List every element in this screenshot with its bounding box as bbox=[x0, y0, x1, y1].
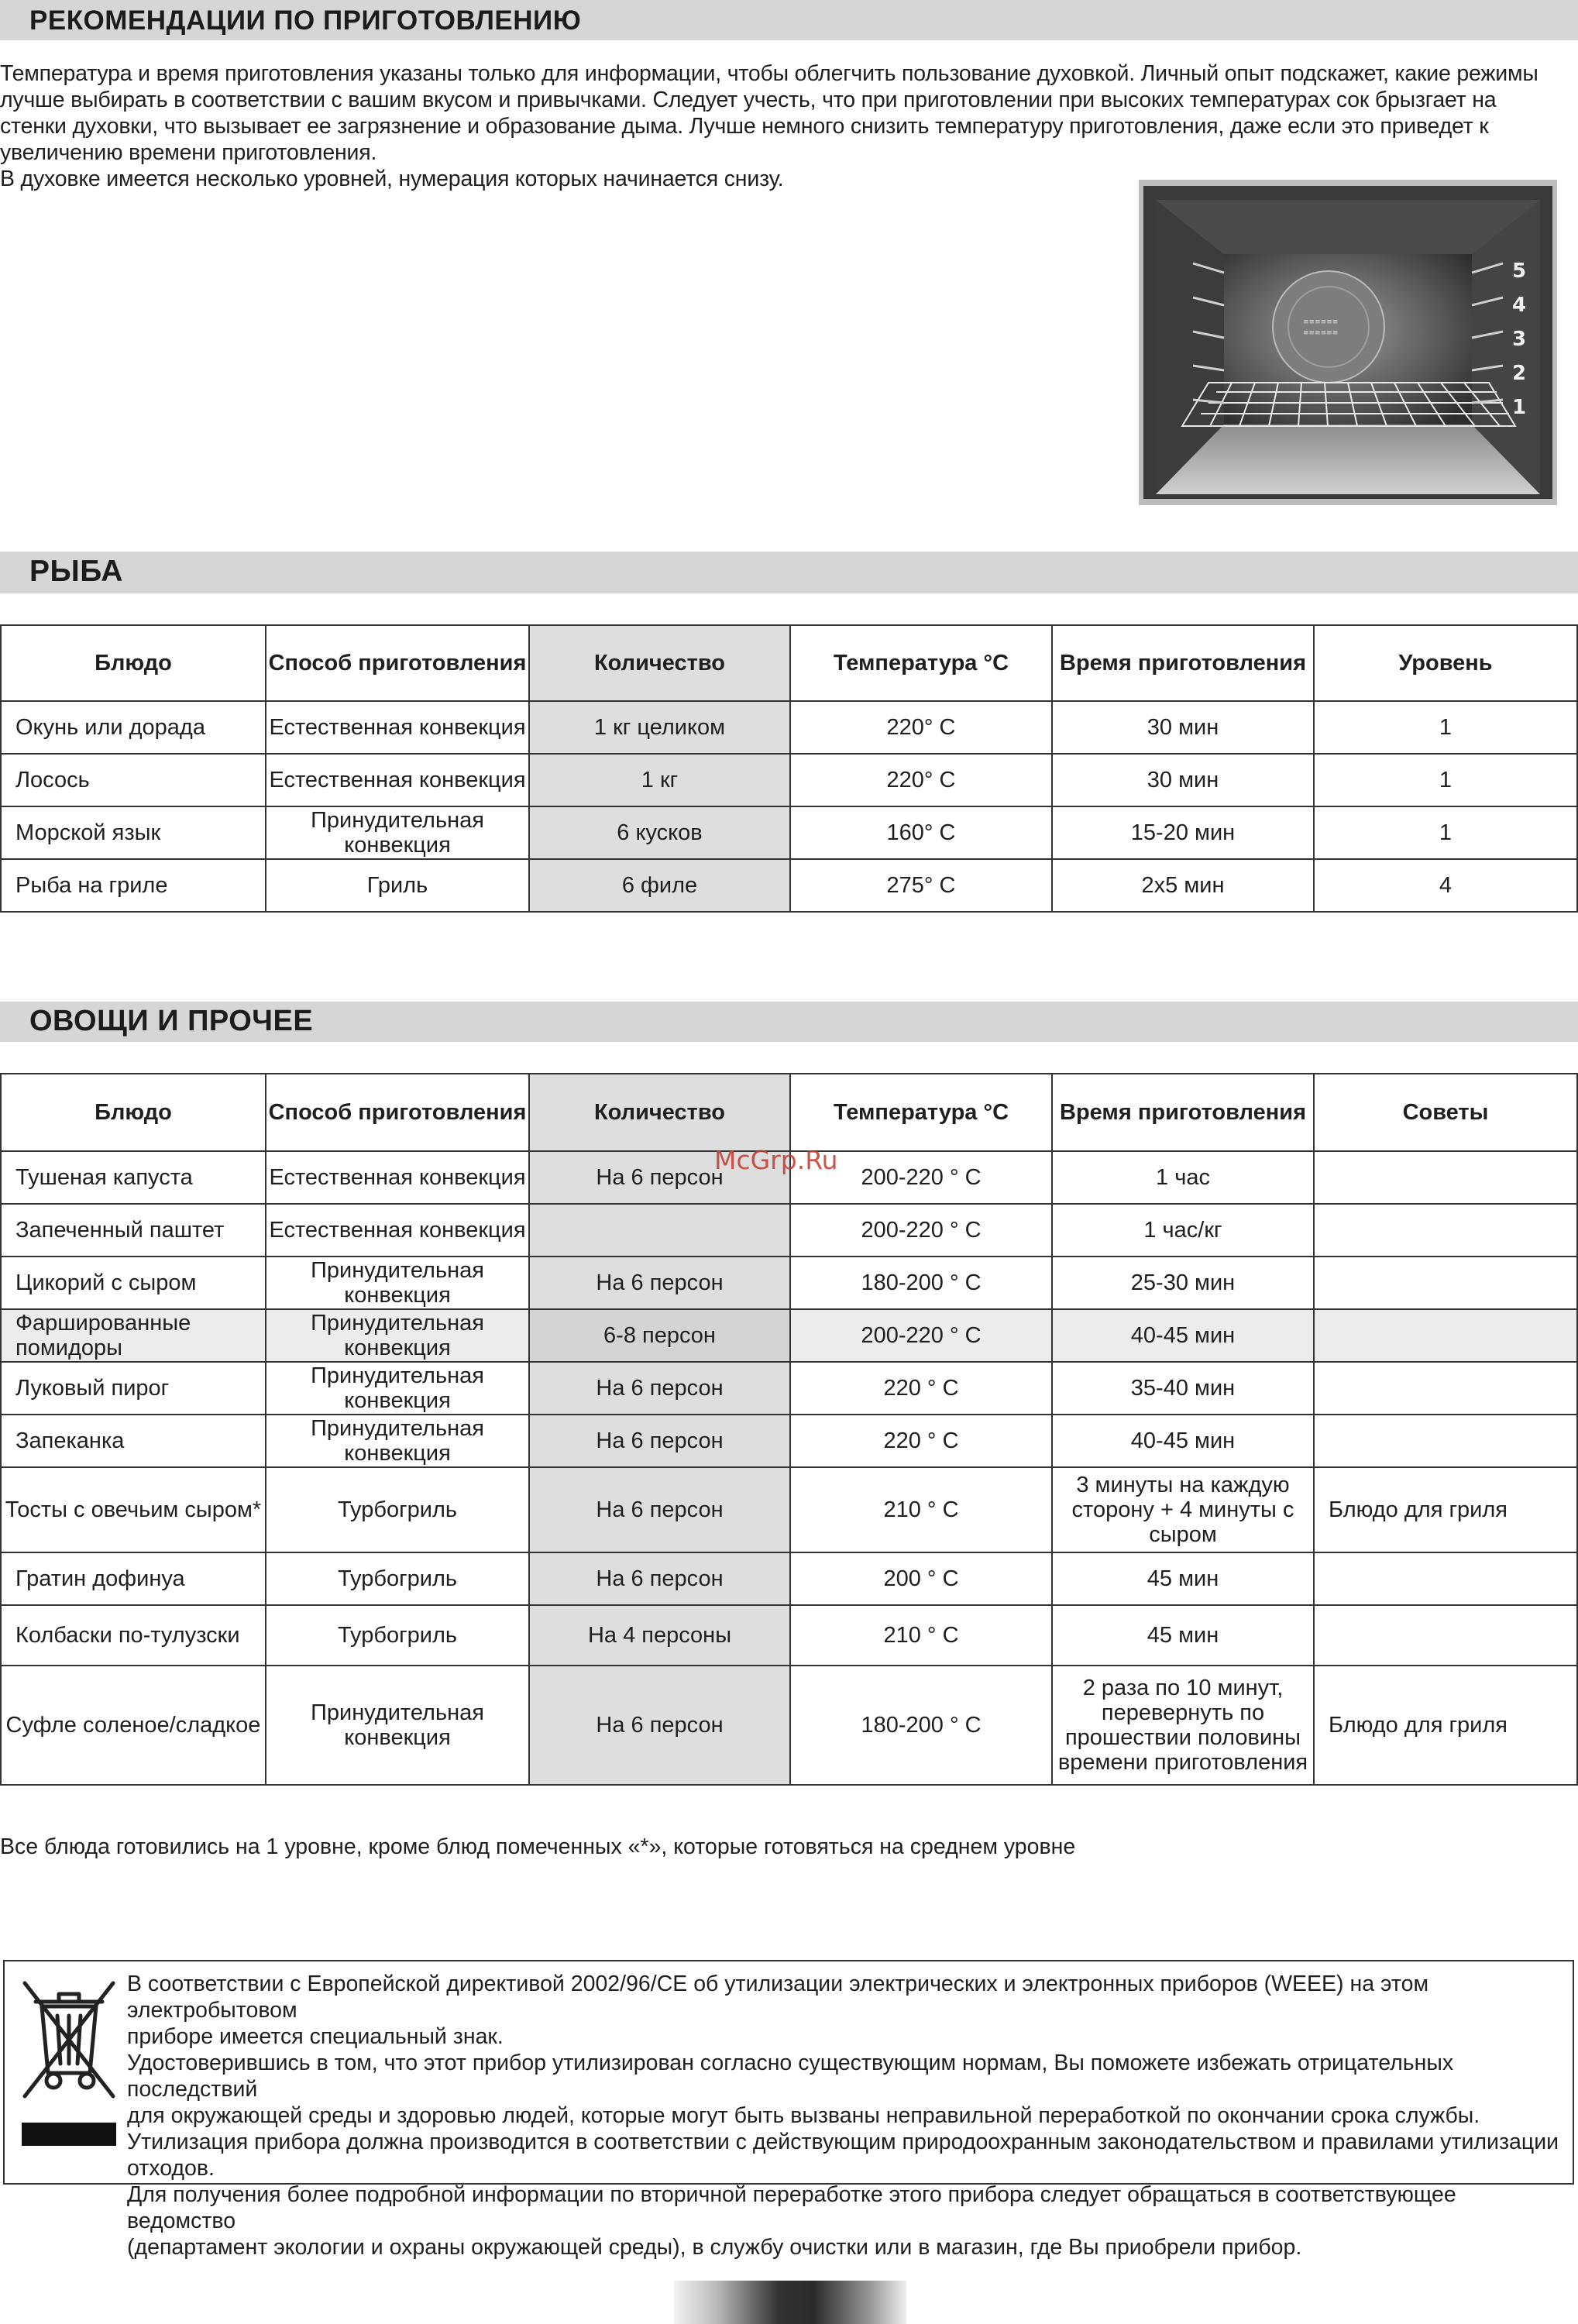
cell: Принудительная конвекция bbox=[266, 1666, 529, 1785]
cell: 1 кг целиком bbox=[529, 701, 790, 754]
cell: На 6 персон bbox=[529, 1552, 790, 1605]
header-cell: Количество bbox=[529, 1074, 790, 1151]
cell: Блюдо для гриля bbox=[1314, 1666, 1577, 1785]
weee-text bbox=[127, 1971, 1568, 2260]
header-cell: Блюдо bbox=[1, 625, 266, 701]
section-title: РЫБА bbox=[29, 555, 123, 588]
cell: На 4 персоны bbox=[529, 1605, 790, 1666]
cell: Рыба на гриле bbox=[1, 859, 266, 912]
cell: 45 мин bbox=[1052, 1552, 1314, 1605]
header-cell: Температура °С bbox=[790, 1074, 1052, 1151]
cell: 200-220 ° С bbox=[790, 1151, 1052, 1204]
cell: На 6 персон bbox=[529, 1151, 790, 1204]
header-cell: Способ приготовления bbox=[266, 625, 529, 701]
cell: 275° С bbox=[790, 859, 1052, 912]
table-row bbox=[1, 1605, 1577, 1666]
table-row bbox=[1, 1666, 1577, 1785]
cell: 30 мин bbox=[1052, 701, 1314, 754]
oven-level-label: 3 bbox=[1512, 328, 1527, 351]
header-cell: Время приготовления bbox=[1052, 625, 1314, 701]
intro-line: увеличению времени приготовления. bbox=[0, 140, 377, 165]
section-title: ОВОЩИ И ПРОЧЕЕ bbox=[29, 1005, 314, 1037]
cell: 1 кг bbox=[529, 754, 790, 806]
cell: Фаршированные помидоры bbox=[1, 1309, 266, 1362]
cell: 220 ° С bbox=[790, 1362, 1052, 1415]
cell: 1 bbox=[1314, 754, 1577, 806]
cell: 200-220 ° С bbox=[790, 1204, 1052, 1257]
oven-level-label: 4 bbox=[1512, 294, 1527, 317]
table-row bbox=[1, 1257, 1577, 1309]
cell: Турбогриль bbox=[266, 1467, 529, 1552]
oven-level-label: 2 bbox=[1512, 362, 1527, 385]
watermark: McGrp.Ru bbox=[714, 1145, 838, 1175]
intro-text bbox=[0, 60, 1578, 192]
cell: 30 мин bbox=[1052, 754, 1314, 806]
cell: Блюдо для гриля bbox=[1314, 1467, 1577, 1552]
weee-line: Утилизация прибора должна производится в соответствии с действующим природоохранным законодательством и правилами утилизации bbox=[127, 2130, 1559, 2154]
table-header-row bbox=[1, 1074, 1577, 1151]
cell bbox=[1314, 1151, 1577, 1204]
cell: 1 bbox=[1314, 701, 1577, 754]
cell: Окунь или дорада bbox=[1, 701, 266, 754]
cell bbox=[1314, 1605, 1577, 1666]
table-header-row bbox=[1, 625, 1577, 701]
table-row bbox=[1, 1467, 1577, 1552]
header-cell: Температура °С bbox=[790, 625, 1052, 701]
cell: На 6 персон bbox=[529, 1362, 790, 1415]
weee-notice bbox=[3, 1960, 1574, 2260]
cell: Цикорий с сыром bbox=[1, 1257, 266, 1309]
cell: Запеканка bbox=[1, 1415, 266, 1467]
table-row bbox=[1, 1362, 1577, 1415]
cell bbox=[1314, 1204, 1577, 1257]
cell: На 6 персон bbox=[529, 1467, 790, 1552]
cell: На 6 персон bbox=[529, 1666, 790, 1785]
cell: 40-45 мин bbox=[1052, 1309, 1314, 1362]
table-row bbox=[1, 859, 1577, 912]
cell: Принудительная конвекция bbox=[266, 1257, 529, 1309]
header-cell: Советы bbox=[1314, 1074, 1577, 1151]
weee-line: Удостоверившись в том, что этот прибор утилизирован согласно существующим нормам, Вы поможете избежать отрицательных последствий bbox=[127, 2051, 1454, 2102]
table-row bbox=[1, 1552, 1577, 1605]
cell: Тосты с овечьим сыром* bbox=[1, 1467, 266, 1552]
cell: 1 bbox=[1314, 806, 1577, 859]
oven-level-label: 5 bbox=[1512, 260, 1527, 283]
cell: Тушеная капуста bbox=[1, 1151, 266, 1204]
cell: Турбогриль bbox=[266, 1552, 529, 1605]
page-edge-tab bbox=[674, 2281, 906, 2324]
vegetables-table bbox=[0, 1073, 1578, 1786]
cell: 200 ° С bbox=[790, 1552, 1052, 1605]
section-header-vegetables bbox=[0, 1002, 1578, 1042]
weee-line: В соответствии с Европейской директивой 2002/96/CE об утилизации электрических и электронных приборов (WEEE) на этом электробытовом bbox=[127, 1972, 1429, 2023]
cell: Принудительная конвекция bbox=[266, 1362, 529, 1415]
cell: 210 ° С bbox=[790, 1605, 1052, 1666]
svg-text:≡≡≡≡≡≡: ≡≡≡≡≡≡ bbox=[1303, 318, 1339, 326]
header-cell: Уровень bbox=[1314, 625, 1577, 701]
cell: 220° С bbox=[790, 754, 1052, 806]
cell bbox=[1314, 1309, 1577, 1362]
cell: Запеченный паштет bbox=[1, 1204, 266, 1257]
cell: 180-200 ° С bbox=[790, 1257, 1052, 1309]
cell: Суфле соленое/сладкое bbox=[1, 1666, 266, 1785]
cell: 6 кусков bbox=[529, 806, 790, 859]
cell: 200-220 ° С bbox=[790, 1309, 1052, 1362]
table-row bbox=[1, 1204, 1577, 1257]
cell: Гратин дофинуа bbox=[1, 1552, 266, 1605]
cell: 210 ° С bbox=[790, 1467, 1052, 1552]
cell: 45 мин bbox=[1052, 1605, 1314, 1666]
cell: Лосось bbox=[1, 754, 266, 806]
intro-line: Температура и время приготовления указаны только для информации, чтобы облегчить пользование духовкой. Личный опыт подскажет, какие режимы bbox=[0, 61, 1538, 86]
cell: 220° С bbox=[790, 701, 1052, 754]
table-row bbox=[1, 806, 1577, 859]
cell: Морской язык bbox=[1, 806, 266, 859]
section-header-fish bbox=[0, 552, 1578, 593]
svg-text:≡≡≡≡≡≡: ≡≡≡≡≡≡ bbox=[1303, 329, 1339, 337]
section-title: РЕКОМЕНДАЦИИ ПО ПРИГОТОВЛЕНИЮ bbox=[29, 5, 582, 36]
cell: 6-8 персон bbox=[529, 1309, 790, 1362]
cell: 1 час/кг bbox=[1052, 1204, 1314, 1257]
cell: Естественная конвекция bbox=[266, 1204, 529, 1257]
crossed-bin-icon bbox=[19, 1972, 119, 2158]
intro-line: лучше выбирать в соответствии с вашим вкусом и привычками. Следует учесть, что при приготовлении при высоких температурах сок брызгает на bbox=[0, 88, 1497, 112]
cell: Колбаски по-тулузски bbox=[1, 1605, 266, 1666]
cell: Гриль bbox=[266, 859, 529, 912]
header-cell: Время приготовления bbox=[1052, 1074, 1314, 1151]
cell: Естественная конвекция bbox=[266, 701, 529, 754]
cell bbox=[529, 1204, 790, 1257]
cell: 2 раза по 10 минут, перевернуть по прошествии половины времени приготовления bbox=[1052, 1666, 1314, 1785]
table-row bbox=[1, 1415, 1577, 1467]
cell: Принудительная конвекция bbox=[266, 1415, 529, 1467]
cell: 25-30 мин bbox=[1052, 1257, 1314, 1309]
oven-level-label: 1 bbox=[1512, 396, 1527, 419]
header-cell: Способ приготовления bbox=[266, 1074, 529, 1151]
cell: 6 филе bbox=[529, 859, 790, 912]
footnote: Все блюда готовились на 1 уровне, кроме блюд помеченных «*», которые готовяться на среднем уровне bbox=[0, 1834, 1076, 1859]
header-cell: Блюдо bbox=[1, 1074, 266, 1151]
cell: 40-45 мин bbox=[1052, 1415, 1314, 1467]
cell bbox=[1314, 1257, 1577, 1309]
cell bbox=[1314, 1362, 1577, 1415]
weee-line: Для получения более подробной информации по вторичной переработке этого прибора следует обращаться в соответствующее ведомство bbox=[127, 2182, 1456, 2233]
cell: 4 bbox=[1314, 859, 1577, 912]
cell: Турбогриль bbox=[266, 1605, 529, 1666]
weee-line: (департамент экологии и охраны окружающей среды), в службу очистки или в магазин, где Вы приобрели прибор. bbox=[127, 2235, 1302, 2260]
cell bbox=[1314, 1415, 1577, 1467]
cell: 220 ° С bbox=[790, 1415, 1052, 1467]
fish-table bbox=[0, 624, 1578, 913]
cell: Принудительная конвекция bbox=[266, 806, 529, 859]
cell: Естественная конвекция bbox=[266, 754, 529, 806]
intro-line: стенки духовки, что вызывает ее загрязнение и образование дыма. Лучше немного снизить температуру приготовления, даже если это приведет к bbox=[0, 114, 1489, 139]
cell bbox=[1314, 1552, 1577, 1605]
cell: Естественная конвекция bbox=[266, 1151, 529, 1204]
cell: На 6 персон bbox=[529, 1415, 790, 1467]
cell: 1 час bbox=[1052, 1151, 1314, 1204]
section-header-recommendations bbox=[0, 0, 1578, 40]
intro-line: В духовке имеется несколько уровней, нумерация которых начинается снизу. bbox=[0, 167, 784, 191]
cell: На 6 персон bbox=[529, 1257, 790, 1309]
cell: Луковый пирог bbox=[1, 1362, 266, 1415]
oven-levels-image bbox=[1139, 180, 1557, 505]
cell: 35-40 мин bbox=[1052, 1362, 1314, 1415]
weee-line: отходов. bbox=[127, 2156, 215, 2181]
table-row bbox=[1, 701, 1577, 754]
table-row bbox=[1, 1309, 1577, 1362]
cell: 15-20 мин bbox=[1052, 806, 1314, 859]
cell: Принудительная конвекция bbox=[266, 1309, 529, 1362]
weee-line: для окружающей среды и здоровью людей, которые могут быть вызваны неправильной переработкой по окончании срока службы. bbox=[127, 2103, 1480, 2128]
cell: 160° С bbox=[790, 806, 1052, 859]
cell: 180-200 ° С bbox=[790, 1666, 1052, 1785]
table-row bbox=[1, 754, 1577, 806]
cell: 2х5 мин bbox=[1052, 859, 1314, 912]
header-cell: Количество bbox=[529, 625, 790, 701]
weee-line: приборе имеется специальный знак. bbox=[127, 2024, 504, 2049]
cell: 3 минуты на каждую сторону + 4 минуты с сыром bbox=[1052, 1467, 1314, 1552]
